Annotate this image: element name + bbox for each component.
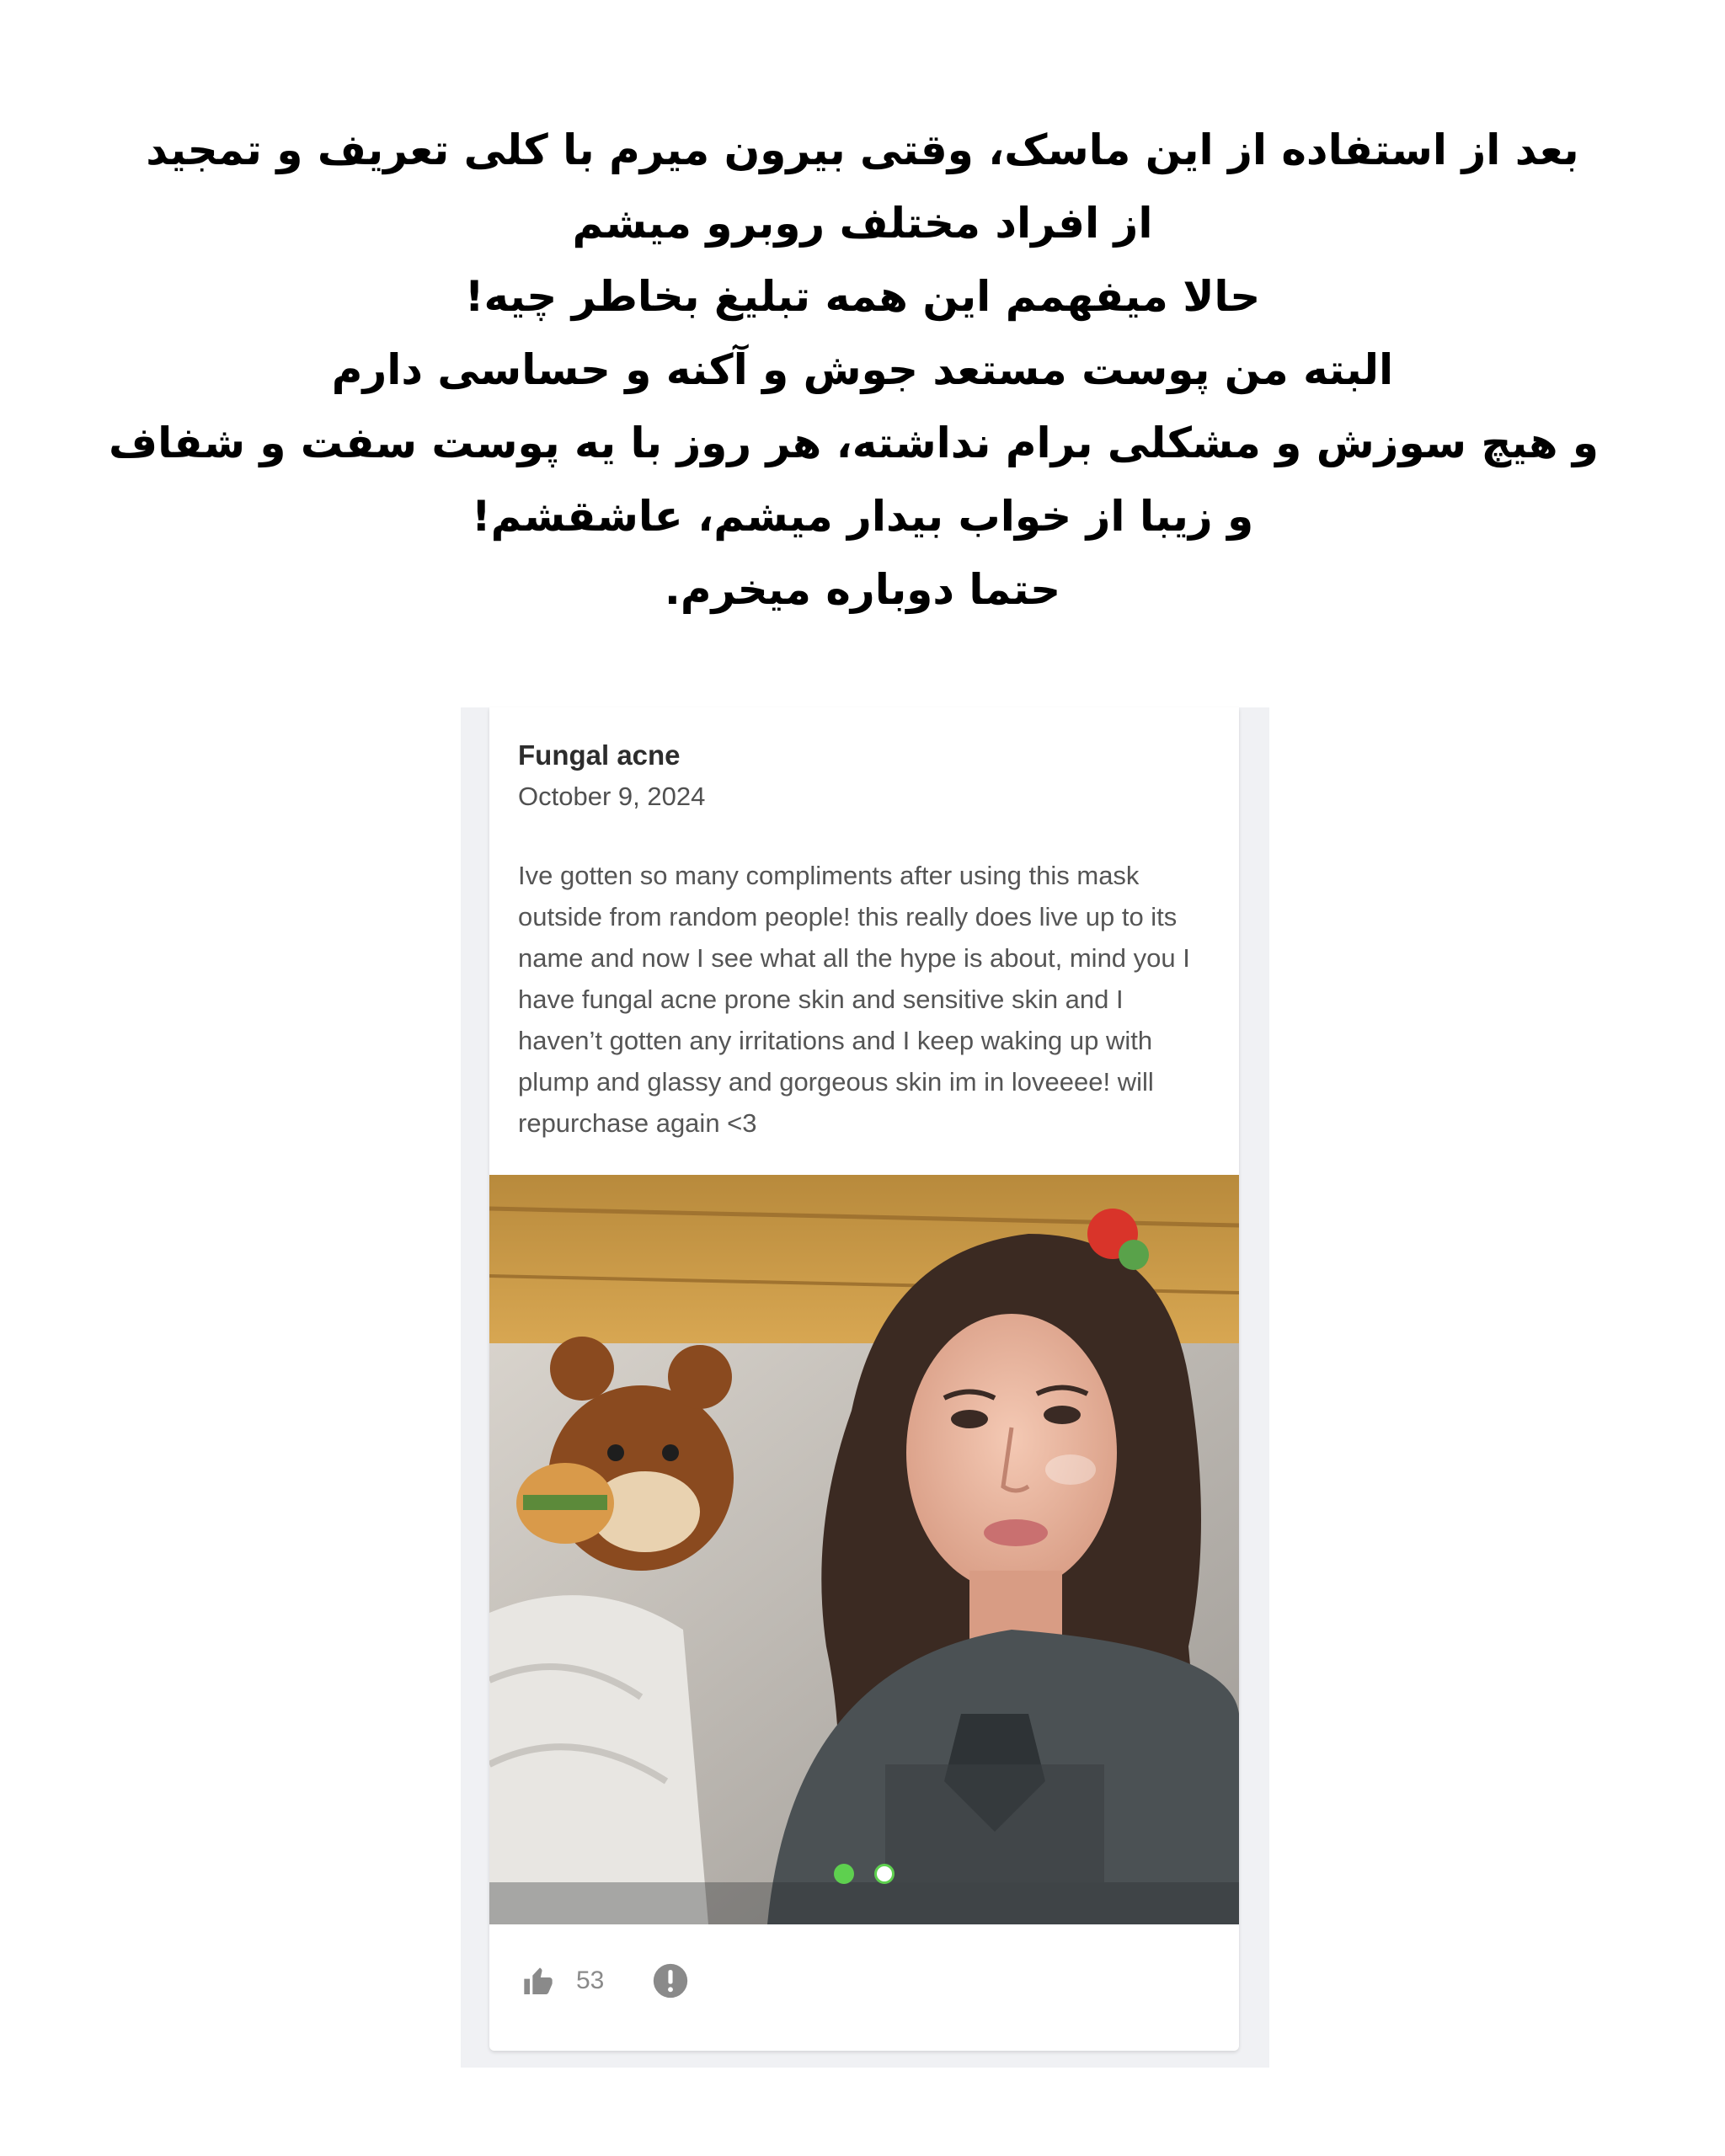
caption-line: و زیبا از خواب بیدار میشم، عاشقشم!: [471, 492, 1254, 541]
review-body-line: have fungal acne prone skin and sensitive skin and I: [518, 985, 1124, 1014]
carousel-dots: [489, 1864, 1239, 1884]
review-body: [518, 855, 1217, 1144]
review-photo[interactable]: [489, 1175, 1239, 1924]
like-count: 53: [576, 1967, 605, 1994]
review-screenshot: [461, 707, 1269, 2068]
carousel-dot-active[interactable]: [834, 1864, 854, 1884]
review-title: Fungal acne: [518, 739, 681, 771]
caption-line: حتما دوباره میخرم.: [664, 565, 1061, 614]
carousel-dot[interactable]: [874, 1864, 895, 1884]
caption-line: و هیچ سوزش و مشکلی برام نداشته، هر روز با یه پوست سفت و شفاف: [109, 419, 1599, 467]
caption-line: البته من پوست مستعد جوش و آکنه و حساسی دارم: [331, 345, 1394, 394]
review-date: October 9, 2024: [518, 782, 706, 811]
caption-line: بعد از استفاده از این ماسک، وقتی بیرون میرم با کلی تعریف و تمجید: [146, 125, 1579, 174]
review-body-line: repurchase again <3: [518, 1108, 757, 1138]
review-body-line: name and now I see what all the hype is about, mind you I: [518, 943, 1190, 973]
review-photo-image: [489, 1175, 1239, 1924]
review-body-line: plump and glassy and gorgeous skin im in loveeee! will: [518, 1067, 1154, 1097]
exclamation-icon[interactable]: [652, 1962, 689, 1999]
review-footer: [489, 1924, 1239, 2051]
caption-text: [109, 114, 1599, 627]
thumbs-up-icon[interactable]: [521, 1965, 555, 1999]
caption-line: حالا میفهمم این همه تبلیغ بخاطر چیه!: [464, 272, 1261, 321]
review-body-line: haven’t gotten any irritations and I keep waking up with: [518, 1026, 1153, 1055]
review-card: [489, 707, 1239, 2051]
review-body-line: outside from random people! this really does live up to its: [518, 902, 1178, 931]
review-body-line: Ive gotten so many compliments after using this mask: [518, 861, 1140, 890]
caption-line: از افراد مختلف روبرو میشم: [572, 199, 1153, 248]
